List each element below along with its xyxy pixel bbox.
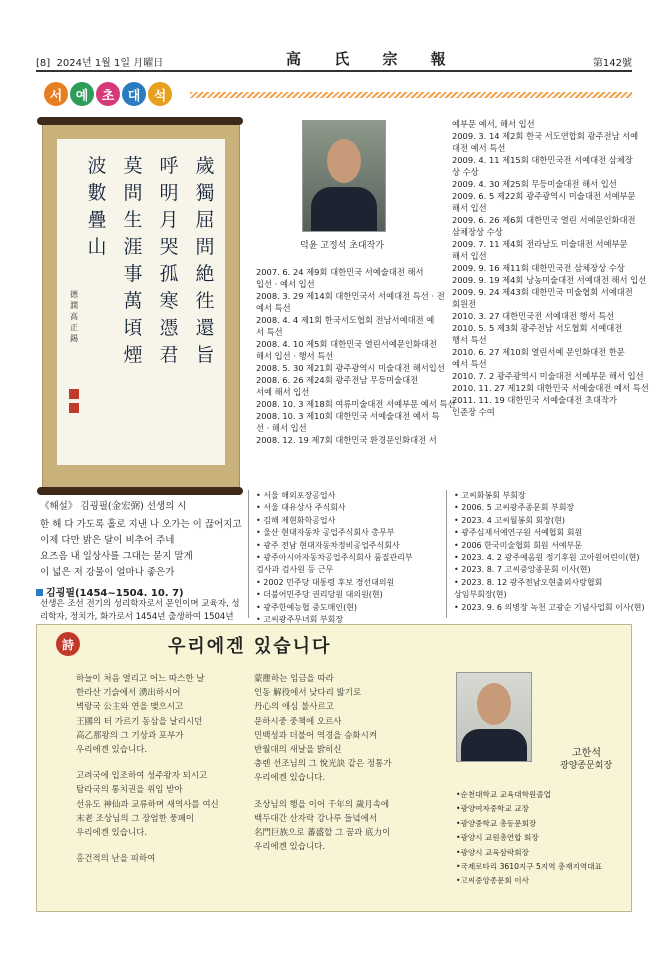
poem-line: 인동 解役에서 낮다리 밟기로: [254, 688, 362, 699]
career-item: 검사과 검사원 등 근무: [256, 565, 334, 575]
author-bullet: • 광양시 교원총연합 회장: [456, 831, 626, 845]
award-line: 대전 예서 특선: [452, 143, 506, 153]
calligraphy-column-2: 呼明月哭孤寒憑君: [159, 155, 179, 366]
award-line: 2010. 6. 27 제10회 열린서예 문인화대전 한문: [452, 347, 625, 357]
award-line: 2008. 10. 3 제18회 여류미술대전 서예부문 예서 특선: [256, 399, 456, 409]
award-line: 2008. 4. 10 제5회 대한민국 열린서예문인화대전: [256, 339, 437, 349]
divider-line: [446, 490, 447, 618]
career-right: [454, 490, 645, 614]
author-bullets: [456, 788, 626, 889]
award-line: 2009. 9. 19 제4회 낭농미술대전 서예대전 해서 입선: [452, 275, 647, 285]
award-line: 2008. 3. 29 제14회 대한민국서 서예대전 특선 · 전: [256, 291, 445, 301]
divider-line: [248, 490, 249, 618]
career-item: • 광주심재서예연구원 서예협회 회원: [454, 528, 583, 538]
poem-line: 벽랑국 公主와 연을 맺으시고: [76, 702, 184, 713]
badge-seo: 서: [44, 82, 68, 106]
poem-column-1: [76, 672, 246, 878]
career-item: • 울산 현대자동차 공업주식회사 총무부: [256, 528, 395, 538]
award-line: 2009. 3. 14 제2회 한국 서도연합회 광주전남 서예: [452, 131, 639, 141]
scroll-rod-top: [37, 117, 243, 125]
career-item: • 2023. 9. 6 의병장 녹천 고광순 기념사업회 이사(현): [454, 602, 645, 612]
artist-face: [327, 139, 361, 183]
calligraphy-column-4: 波數疊山: [87, 155, 107, 258]
translation-line: 이 넓은 저 강물이 얼마나 좋은가: [40, 567, 175, 578]
author-photo: [456, 672, 532, 762]
poem-stanza: [254, 798, 434, 855]
poem-line: 高乙那왕의 그 기상과 포부가: [76, 730, 184, 741]
poem-line: 한라산 기슭에서 湧出하시어: [76, 688, 181, 699]
section-badges: [44, 82, 172, 106]
author-bullet: • 고씨중앙종문회 이사: [456, 874, 626, 888]
career-item: • 2023. 8. 12 광주전남오현출외사랑협회: [454, 577, 603, 587]
badge-dae: 대: [122, 82, 146, 106]
award-line: 2010. 5. 5 제3회 광주전남 서도협회 서예대전: [452, 323, 623, 333]
poem-icon: 詩: [56, 632, 80, 656]
author-bullet: • 국제로타리 3610지구 5지역 총재지역대표: [456, 860, 626, 874]
award-line: 예서 특선: [452, 359, 487, 369]
award-line: 2010. 7. 2 광주광역시 미술대전 서예부문 해서 입선: [452, 371, 644, 381]
poem-line: 민백성과 더불어 역경을 승화시켜: [254, 730, 378, 741]
poem-line: 홍건적의 난을 피하여: [76, 854, 156, 865]
poem-line: 우리에겐 있습니다.: [254, 773, 326, 784]
poem-line: 하늘이 처음 열리고 어느 따스한 날: [76, 674, 205, 684]
career-item: • 광주한예능협 중도매인(현): [256, 602, 358, 612]
poem-translation: [40, 517, 250, 581]
poem-line: 우리에겐 있습니다.: [254, 842, 326, 853]
career-item: • 광주아시아자동차공업주식회사 품질관리부: [256, 553, 413, 563]
author-name: 고한석: [572, 748, 601, 759]
poem-line: 충렌 선조님의 그 悅光訣 같은 정통가: [254, 759, 392, 770]
poem-line: 名門巨族으로 蕃盛할 그 꿈과 底力이: [254, 828, 391, 839]
decorative-stripe: [190, 92, 632, 98]
poem-line: 문하시중 중책에 오르사: [254, 716, 342, 727]
award-line: 삼체장상 수상: [452, 227, 503, 237]
poem-line: 고려국에 입조하여 성주왕자 되시고: [76, 771, 208, 782]
poem-column-2: [254, 672, 434, 866]
award-line: 2008. 4. 4 제1회 한국서도협회 전남서예대전 예: [256, 315, 435, 325]
career-item: • 서울 해외포장공업사: [256, 491, 336, 500]
career-item: • 2023. 4 고씨월봉회 회장(현): [454, 515, 565, 525]
poem-line: 우리에겐 있습니다.: [76, 745, 148, 756]
poem-line: 丹心의 애심 불사르고: [254, 702, 334, 713]
career-item: • 서울 대유상사 주식회사: [256, 503, 346, 513]
poem-stanza: [254, 672, 434, 786]
career-item: 상임부회장(현): [454, 590, 507, 600]
career-item: • 광주 전남 현대자동차정비공업주식회사: [256, 540, 400, 550]
award-line: 해서 입선: [452, 251, 487, 261]
square-bullet-icon: [36, 589, 43, 596]
award-line: 2009. 9. 16 제11회 대한민국전 삼체장상 수상: [452, 263, 625, 273]
poem-stanza: [76, 672, 246, 757]
award-line: 입선 · 예서 입선: [256, 279, 315, 289]
poem-line: 선유도 神仙과 교류하며 새역사를 여신: [76, 799, 219, 810]
author-bullet: • 광양중학교 총동문회장: [456, 817, 626, 831]
poem-line: 蒙塵하는 임금을 따라: [254, 674, 334, 684]
calligraphy-column-1: 歲獨屈問絶徃還旨: [195, 155, 215, 366]
translation-line: 한 해 다 가도록 홀로 지낸 나 오가는 이 끊어지고: [40, 519, 242, 530]
award-line: 2008. 5. 30 제21회 광주광역시 미술대전 해서입선: [256, 363, 445, 373]
artist-photo: [302, 120, 386, 232]
award-line: 2009. 6. 5 제22회 광주광역시 미술대전 서예부문: [452, 191, 636, 201]
calligraphy-paper: [57, 139, 225, 465]
poem-line: 末老 조상님의 그 장엄한 풍패이: [76, 813, 195, 824]
career-item: • 김해 제현화학공업사: [256, 515, 336, 525]
calligraphy-scroll: [42, 120, 240, 494]
award-line: 2008. 12. 19 제7회 대한민국 환경문인화대전 서: [256, 435, 437, 445]
award-line: 2009. 4. 30 제25회 무등미술대전 해서 입선: [452, 179, 617, 189]
award-line: 2010. 3. 27 대한민국전 서예대전 행서 특선: [452, 311, 615, 321]
award-line: 2007. 6. 24 제9회 대한민국 서예술대전 해서: [256, 267, 424, 277]
author-title: 광양종문회장: [560, 761, 613, 771]
poem-stanza: [76, 852, 246, 866]
poem-title: 우리에겐 있습니다: [168, 636, 332, 657]
award-line: 서예 해서 입선: [256, 387, 310, 397]
career-item: • 2006 한국미술협회 회원 서예부문: [454, 540, 582, 550]
career-item: • 고씨광주무녀회 부회장: [256, 615, 344, 625]
issue-number: 第142號: [592, 58, 632, 69]
poem-line: 탐라국의 통치권을 위임 받아: [76, 785, 183, 796]
author-bullet: • 순천대학교 교육대학원졸업: [456, 788, 626, 802]
award-line: 해서 입선 · 행서 특선: [256, 351, 334, 361]
career-item: • 2023. 8. 7 고씨중앙종문회 이사(현): [454, 565, 591, 575]
award-line: 2009. 9. 24 제43회 대한민국 미술협회 서예대전: [452, 287, 633, 297]
award-line: 인준장 수여: [452, 407, 495, 417]
author-suit: [461, 729, 527, 762]
award-line: 선 · 해서 입선: [256, 423, 307, 433]
awards-right: [452, 118, 649, 418]
career-item: • 더불어민주당 권리당원 대의원(현): [256, 590, 383, 600]
poem-line: 백두대간 산자락 강나루 들녘에서: [254, 813, 378, 824]
award-line: 해서 입선: [452, 203, 487, 213]
career-item: • 2006. 5 고씨광주종문회 부회장: [454, 503, 575, 513]
award-line: 예서 특선: [256, 303, 291, 313]
award-line: 2011. 11. 19 대한민국 서예술대전 초대작가: [452, 395, 617, 405]
poem-line: 王國의 터 가르기 동삼을 날리시던: [76, 716, 203, 727]
poem-line: 조상님의 행을 이어 千年의 歲月속에: [254, 799, 390, 810]
calligraphy-column-3: 莫問生涯事萬頃煙: [123, 155, 143, 366]
award-line: 2009. 4. 11 제15회 대한민국전 서예대전 삼체장: [452, 155, 633, 165]
author-bullet: • 광양시 교육삼락회장: [456, 846, 626, 860]
award-line: 회원전: [452, 299, 477, 309]
poem-stanza: [76, 769, 246, 840]
calligraphy-caption: 《해설》 김굉필(金宏弼) 선생의 시: [40, 501, 187, 512]
artist-caption: 덕윤 고정석 초대작가: [300, 241, 384, 251]
seal-stamp: [69, 403, 79, 413]
award-line: 행서 특선: [452, 335, 487, 345]
translation-line: 이제 다만 밝은 달이 비추어 주네: [40, 535, 175, 546]
award-line: 예부문 예서, 해서 입선: [452, 119, 535, 129]
seal-stamp: [69, 389, 79, 399]
awards-left: [256, 266, 456, 446]
award-line: 서 특선: [256, 327, 283, 337]
page-date: [8] 2024년 1월 1일 月曜日: [36, 58, 164, 69]
award-line: 2009. 6. 26 제6회 대한민국 열린 서예문인화대전: [452, 215, 636, 225]
award-line: 2008. 10. 3 제10회 대한민국 서예술대전 예서 특: [256, 411, 440, 421]
translation-line: 요즈음 내 일상사를 그대는 묻지 말게: [40, 551, 193, 562]
award-line: 2009. 7. 11 제4회 전라남도 미술대전 서예부문: [452, 239, 628, 249]
career-item: • 2002 민주당 대통령 후보 경선대의원: [256, 577, 395, 587]
poem-line: 우리에겐 있습니다.: [76, 828, 148, 839]
bio-heading: 김굉필(1454~1504. 10. 7): [36, 584, 184, 599]
author-face: [477, 683, 511, 725]
badge-seok: 석: [148, 82, 172, 106]
award-line: 상 수상: [452, 167, 479, 177]
author-bullet: • 광양여자중학교 교장: [456, 802, 626, 816]
career-item: • 2023. 4. 2 광주예음원 정기후원 고아원어린이(현): [454, 553, 640, 563]
bio-text: 선생은 조선 전기의 성리학자로서 문인이며 교육자, 성리학자, 정치가, 화가로서 1454년 출생하여 1504년: [40, 599, 240, 622]
calligraphy-signature: 德潤 高正錫: [70, 290, 78, 343]
scroll-rod-bottom: [37, 487, 243, 495]
career-item: • 고씨화봉회 부회장: [454, 491, 526, 500]
badge-cho: 초: [96, 82, 120, 106]
masthead: 高 氏 宗 報: [286, 50, 460, 68]
award-line: 2008. 6. 26 제24회 광주전남 무등미술대전: [256, 375, 419, 385]
career-left: [256, 490, 442, 626]
award-line: 2010. 11. 27 제12회 대한민국 서예술대전 예서 특선: [452, 383, 649, 393]
poem-line: 반월대의 새날을 밝히신: [254, 745, 342, 756]
page-header: [36, 50, 632, 72]
badge-ye: 예: [70, 82, 94, 106]
artist-suit: [311, 187, 377, 232]
